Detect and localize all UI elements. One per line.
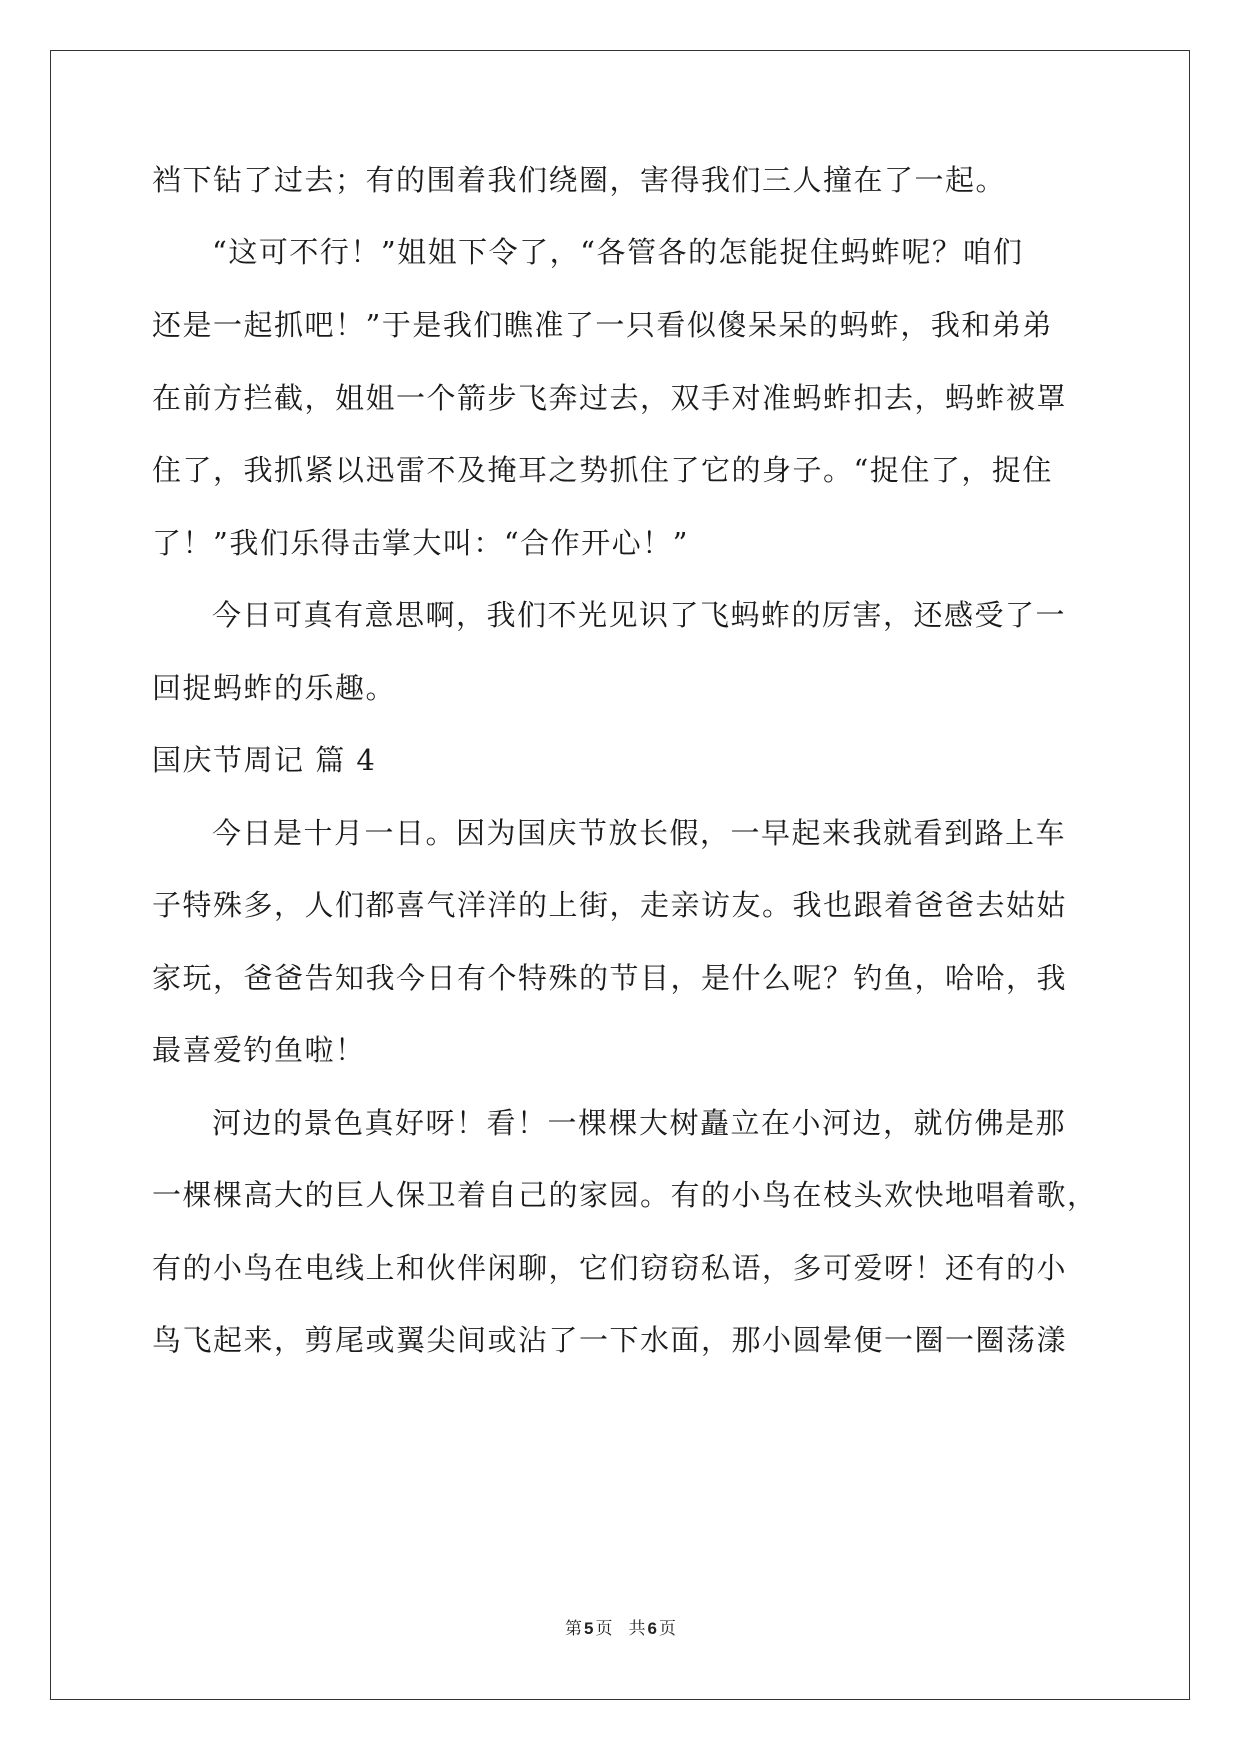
text-line: 河边的景色真好呀！看！一棵棵大树矗立在小河边，就仿佛是那 (212, 1106, 1067, 1140)
text-line: 鸟飞起来，剪尾或翼尖间或沾了一下水面，那小圆晕便一圈一圈荡漾 (152, 1323, 1068, 1357)
text-line: 还是一起抓吧！”于是我们瞧准了一只看似傻呆呆的蚂蚱，我和弟弟 (152, 308, 1053, 342)
total-suffix: 页 (658, 1619, 676, 1639)
page-footer (0, 1614, 1241, 1639)
text-line: “这可不行！”姐姐下令了，“各管各的怎能捉住蚂蚱呢？咱们 (212, 235, 1024, 269)
text-line: 一棵棵高大的巨人保卫着自己的家园。有的小鸟在枝头欢快地唱着歌， (152, 1178, 1098, 1212)
text-line: 今日可真有意思啊，我们不光见识了飞蚂蚱的厉害，还感受了一 (212, 598, 1067, 632)
text-line: 了！”我们乐得击掌大叫：“合作开心！” (152, 526, 689, 560)
page-prefix: 第 (565, 1619, 583, 1639)
page-suffix: 页 (595, 1619, 613, 1639)
text-line: 回捉蚂蚱的乐趣。 (152, 671, 397, 705)
text-line: 最喜爱钓鱼啦！ (152, 1033, 366, 1067)
section-heading: 国庆节周记 篇 4 (152, 743, 377, 777)
page-total: 6 (647, 1619, 657, 1638)
total-prefix: 共 (628, 1619, 646, 1639)
text-line: 住了，我抓紧以迅雷不及掩耳之势抓住了它的身子。“捉住了，捉住 (152, 453, 1053, 487)
page-current: 5 (584, 1619, 594, 1638)
text-line: 今日是十月一日。因为国庆节放长假，一早起来我就看到路上车 (212, 816, 1067, 850)
text-line: 裆下钻了过去；有的围着我们绕圈，害得我们三人撞在了一起。 (152, 163, 1007, 197)
text-line: 家玩，爸爸告知我今日有个特殊的节目，是什么呢？钓鱼，哈哈，我 (152, 961, 1068, 995)
text-line: 在前方拦截，姐姐一个箭步飞奔过去，双手对准蚂蚱扣去，蚂蚱被罩 (152, 381, 1068, 415)
text-line: 有的小鸟在电线上和伙伴闲聊，它们窃窃私语，多可爱呀！还有的小 (152, 1251, 1068, 1285)
page-border (50, 50, 1190, 1700)
text-line: 子特殊多，人们都喜气洋洋的上街，走亲访友。我也跟着爸爸去姑姑 (152, 888, 1068, 922)
